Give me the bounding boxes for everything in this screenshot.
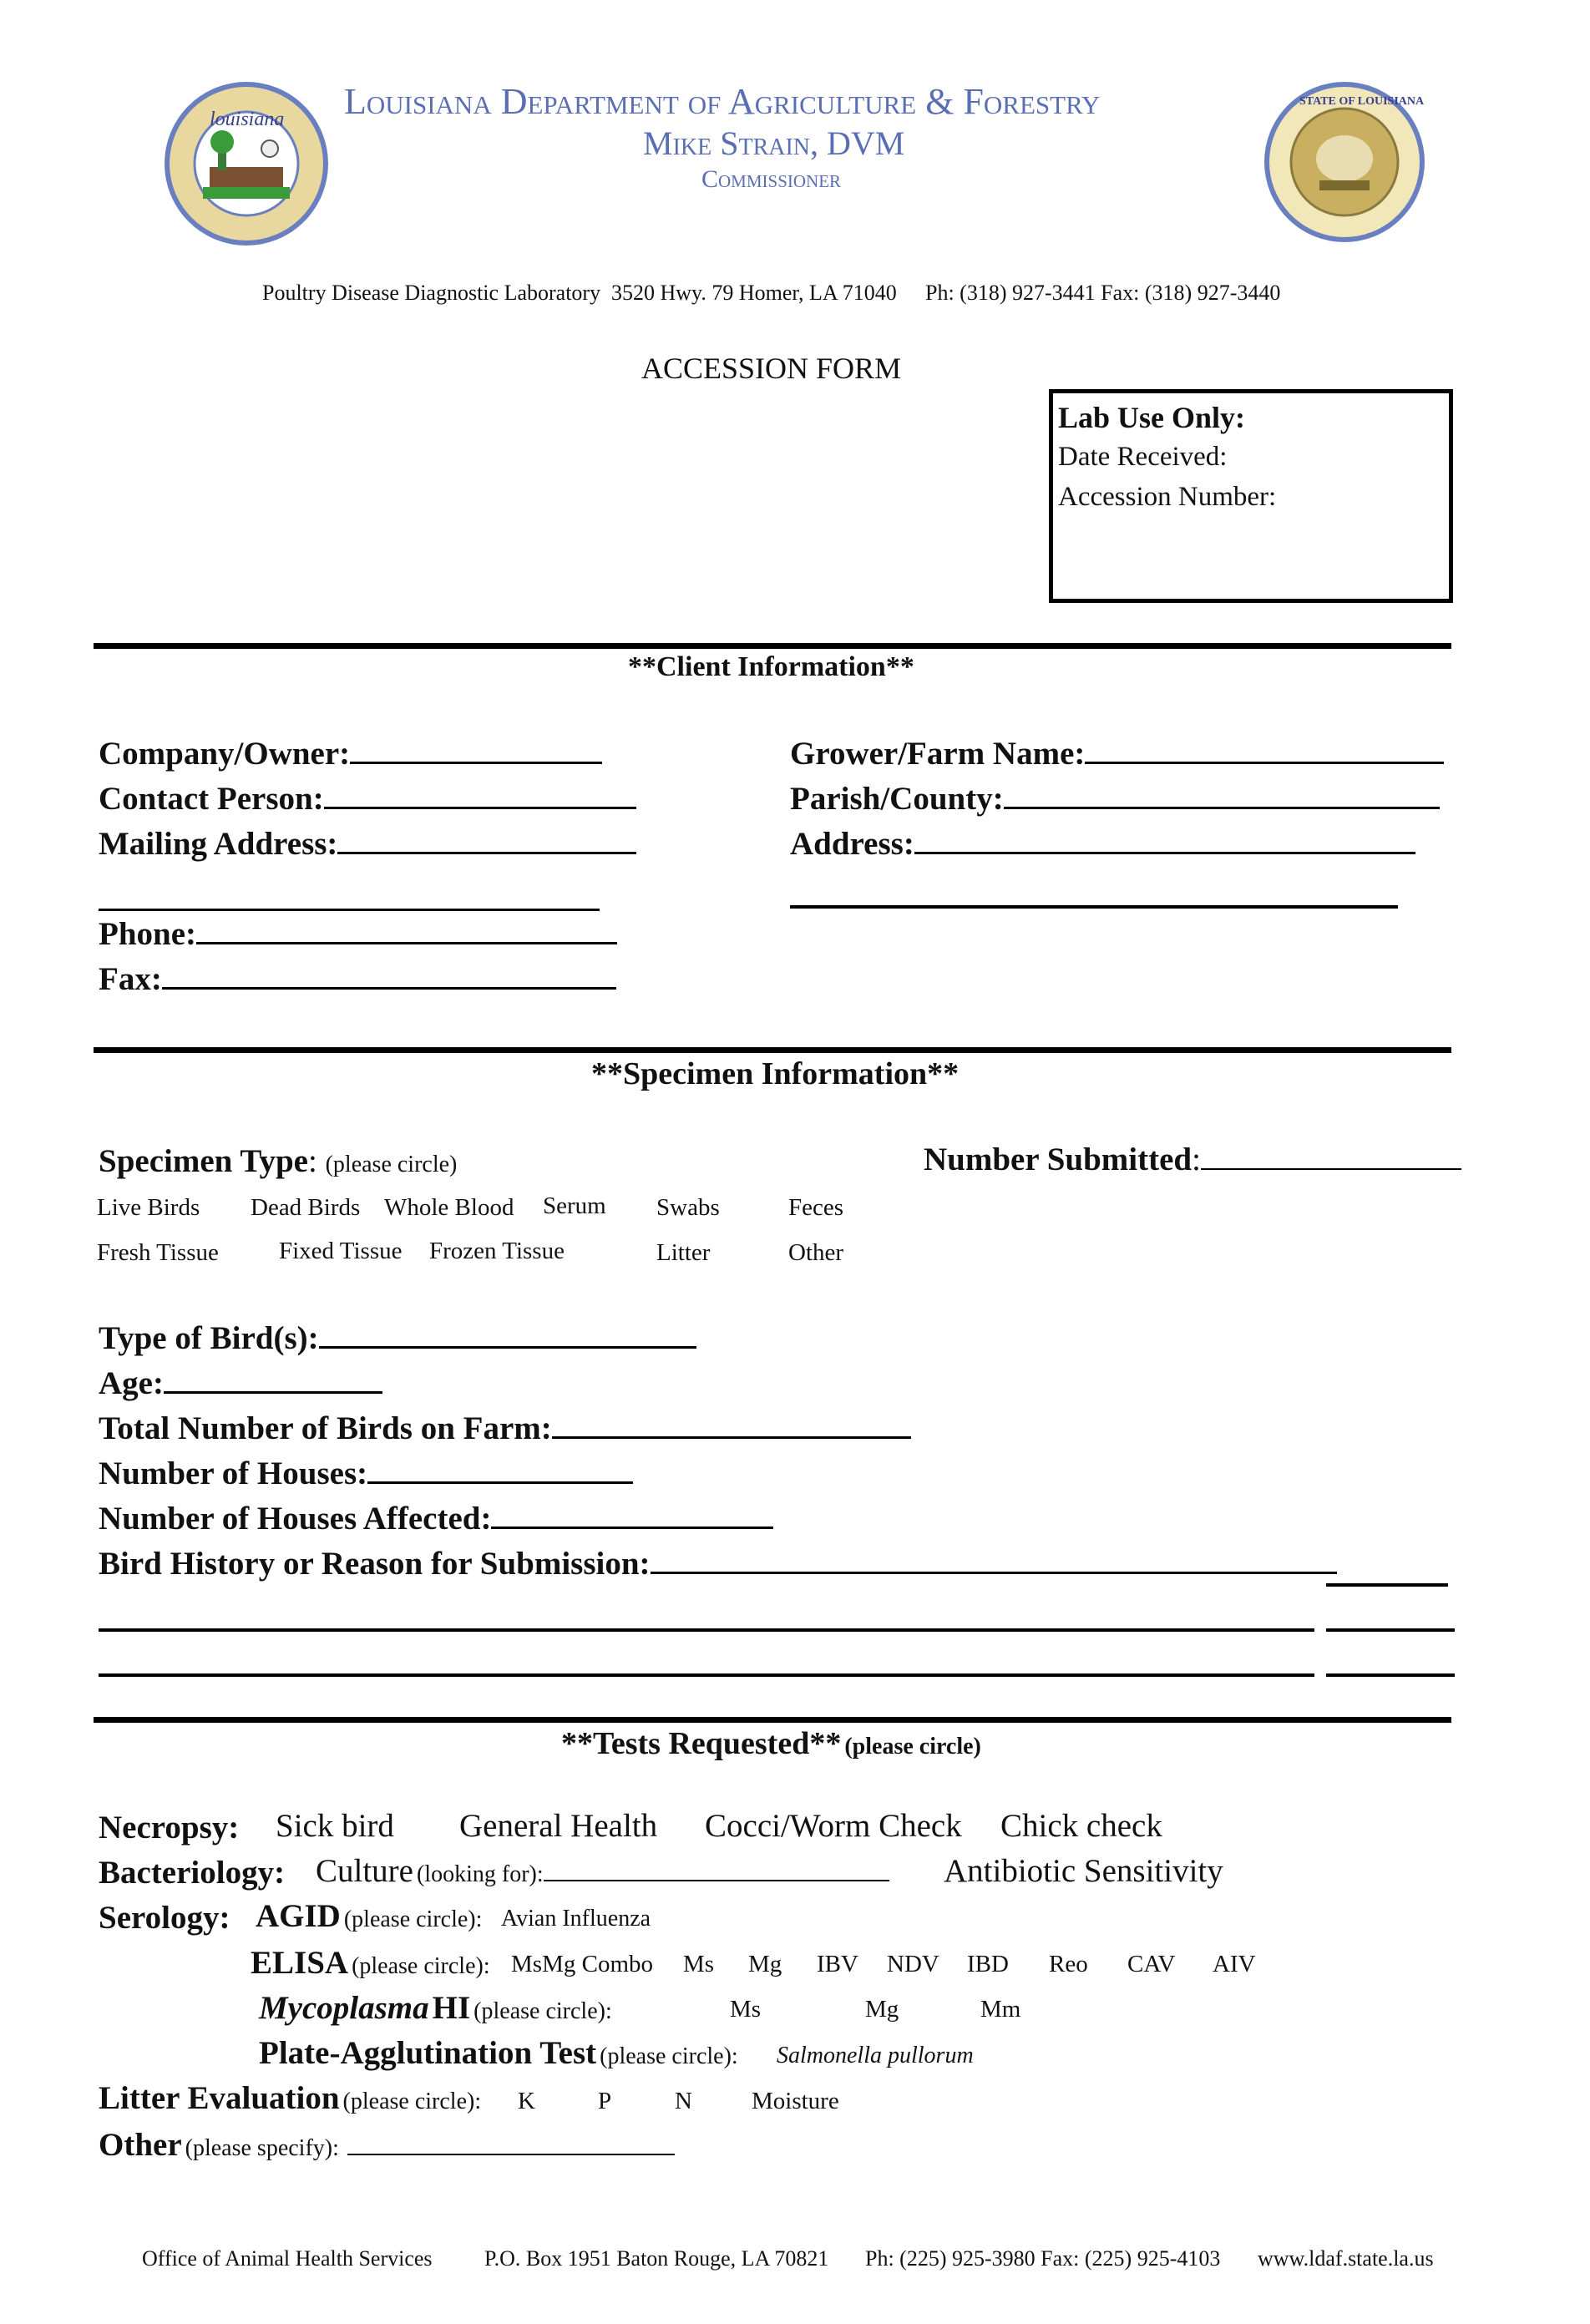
bird-type-label: Type of Bird(s): bbox=[99, 1320, 319, 1356]
necropsy-option[interactable]: Cocci/Worm Check bbox=[705, 1808, 962, 1844]
culture-note: (looking for): bbox=[416, 1861, 544, 1887]
specimen-option[interactable]: Dead Birds bbox=[251, 1194, 361, 1221]
history-field[interactable] bbox=[99, 1545, 1337, 1582]
specimen-option[interactable]: Whole Blood bbox=[384, 1194, 514, 1221]
tests-heading bbox=[561, 1725, 981, 1762]
specimen-option[interactable]: Litter bbox=[656, 1239, 711, 1266]
bacteriology-label: Bacteriology: bbox=[99, 1855, 286, 1891]
grower-field[interactable] bbox=[790, 735, 1444, 772]
parish-label: Parish/County: bbox=[790, 781, 1004, 817]
specimen-heading: **Specimen Information** bbox=[591, 1056, 960, 1091]
necropsy-label: Necropsy: bbox=[99, 1810, 240, 1846]
age-field[interactable] bbox=[99, 1365, 382, 1402]
serology-label: Serology: bbox=[99, 1900, 230, 1936]
fax-label: Fax: bbox=[99, 961, 162, 997]
specimen-option[interactable]: Other bbox=[788, 1239, 844, 1266]
address-line-2[interactable] bbox=[790, 905, 1398, 909]
contact-field[interactable] bbox=[99, 780, 636, 818]
elisa-option[interactable]: Reo bbox=[1049, 1951, 1088, 1977]
lab-address: 3520 Hwy. 79 Homer, LA 71040 bbox=[611, 281, 897, 305]
specimen-divider bbox=[94, 1047, 1451, 1053]
company-field[interactable] bbox=[99, 735, 602, 772]
elisa-option[interactable]: NDV bbox=[887, 1951, 939, 1977]
elisa-option[interactable]: AIV bbox=[1213, 1951, 1256, 1977]
other-field[interactable] bbox=[99, 2126, 675, 2164]
specimen-type: Specimen Type: (please circle) bbox=[99, 1143, 458, 1179]
houses-affected-label: Number of Houses Affected: bbox=[99, 1501, 492, 1537]
phone-field[interactable] bbox=[99, 915, 617, 953]
history-line-3-end[interactable] bbox=[1326, 1673, 1455, 1677]
culture-field[interactable] bbox=[316, 1852, 889, 1890]
plate-agglutination-note: (please circle): bbox=[600, 2043, 738, 2069]
elisa-option[interactable]: Ms bbox=[683, 1951, 715, 1977]
footer-web-link[interactable]: www.ldaf.state.la.us bbox=[1258, 2246, 1434, 2271]
houses-label: Number of Houses: bbox=[99, 1456, 368, 1491]
mycoplasma-row bbox=[259, 1989, 612, 2027]
plate-agglutination-option[interactable]: Salmonella pullorum bbox=[777, 2043, 974, 2068]
litter-option[interactable]: P bbox=[598, 2088, 612, 2114]
history-line-2[interactable] bbox=[99, 1628, 1314, 1632]
litter-label: Litter Evaluation bbox=[99, 2080, 340, 2116]
litter-note: (please circle): bbox=[342, 2089, 482, 2114]
elisa-option[interactable]: Mg bbox=[748, 1951, 782, 1977]
culture-label: Culture bbox=[316, 1853, 413, 1889]
date-received-label: Date Received: bbox=[1058, 442, 1228, 472]
plate-agglutination-row bbox=[259, 2034, 738, 2072]
form-title: ACCESSION FORM bbox=[641, 352, 902, 385]
elisa-label: ELISA bbox=[251, 1945, 349, 1981]
mycoplasma-option[interactable]: Ms bbox=[730, 1996, 762, 2023]
specimen-option[interactable]: Swabs bbox=[656, 1194, 720, 1221]
tests-heading-note: (please circle) bbox=[844, 1734, 981, 1759]
address-label: Address: bbox=[790, 826, 914, 862]
history-line-3[interactable] bbox=[99, 1673, 1314, 1677]
agid-option[interactable]: Avian Influenza bbox=[501, 1906, 651, 1932]
other-label: Other bbox=[99, 2127, 182, 2163]
phone-label: Phone: bbox=[99, 916, 196, 952]
age-label: Age: bbox=[99, 1365, 164, 1401]
specimen-option[interactable]: Feces bbox=[788, 1194, 844, 1221]
specimen-option[interactable]: Fresh Tissue bbox=[97, 1239, 219, 1266]
grower-label: Grower/Farm Name: bbox=[790, 736, 1086, 772]
org-title: Louisiana Department of Agriculture & Forestry bbox=[344, 81, 1101, 122]
other-note: (please specify): bbox=[185, 2135, 339, 2161]
necropsy-option[interactable]: Sick bird bbox=[276, 1808, 394, 1844]
contact-label: Contact Person: bbox=[99, 781, 324, 817]
specimen-type-label: Specimen Type bbox=[99, 1143, 308, 1179]
mailing-label: Mailing Address: bbox=[99, 826, 338, 862]
agid-label: AGID bbox=[256, 1898, 341, 1934]
specimen-option[interactable]: Serum bbox=[543, 1192, 606, 1219]
history-line-2-end[interactable] bbox=[1326, 1628, 1455, 1632]
specimen-type-note: (please circle) bbox=[325, 1152, 458, 1177]
necropsy-option[interactable]: Chick check bbox=[1000, 1808, 1162, 1844]
footer-address: P.O. Box 1951 Baton Rouge, LA 70821 bbox=[484, 2246, 829, 2271]
total-birds-label: Total Number of Birds on Farm: bbox=[99, 1410, 552, 1446]
history-line-end[interactable] bbox=[1326, 1583, 1448, 1587]
antibiotic-sensitivity-option[interactable]: Antibiotic Sensitivity bbox=[944, 1853, 1223, 1889]
lab-use-box bbox=[1049, 389, 1453, 603]
lab-phone: Ph: (318) 927-3441 Fax: (318) 927-3440 bbox=[925, 281, 1281, 305]
houses-affected-field[interactable] bbox=[99, 1500, 773, 1537]
history-label: Bird History or Reason for Submission: bbox=[99, 1546, 651, 1582]
elisa-option[interactable]: IBV bbox=[817, 1951, 858, 1977]
lab-name: Poultry Disease Diagnostic Laboratory bbox=[262, 281, 601, 305]
mailing-field[interactable] bbox=[99, 825, 636, 863]
tests-heading-title: **Tests Requested** bbox=[561, 1726, 842, 1761]
tests-divider bbox=[94, 1717, 1451, 1723]
ldaf-seal bbox=[165, 82, 328, 246]
mycoplasma-label: Mycoplasma bbox=[259, 1990, 429, 2026]
mycoplasma-option[interactable]: Mm bbox=[980, 1996, 1021, 2023]
elisa-option[interactable]: MsMg Combo bbox=[511, 1951, 654, 1977]
lab-use-title: Lab Use Only: bbox=[1058, 401, 1246, 434]
ldaf-seal-script: louisiana bbox=[210, 109, 285, 130]
agid-row bbox=[256, 1897, 482, 1935]
specimen-option[interactable]: Fixed Tissue bbox=[279, 1238, 403, 1264]
number-submitted-label: Number Submitted bbox=[924, 1142, 1192, 1177]
necropsy-option[interactable]: General Health bbox=[459, 1808, 658, 1844]
footer-phone: Ph: (225) 925-3980 Fax: (225) 925-4103 bbox=[865, 2246, 1221, 2271]
client-heading: **Client Information** bbox=[628, 651, 914, 682]
address-field[interactable] bbox=[790, 825, 1415, 863]
accession-number-label: Accession Number: bbox=[1058, 482, 1277, 512]
footer-office: Office of Animal Health Services bbox=[142, 2246, 433, 2271]
litter-row bbox=[99, 2079, 481, 2117]
mailing-line-2[interactable] bbox=[99, 909, 600, 911]
client-divider bbox=[94, 643, 1451, 649]
mycoplasma-option[interactable]: Mg bbox=[865, 1996, 899, 2023]
fax-field[interactable] bbox=[99, 960, 616, 998]
bird-type-field[interactable] bbox=[99, 1319, 696, 1357]
houses-field[interactable] bbox=[99, 1455, 633, 1492]
specimen-option[interactable]: Live Birds bbox=[97, 1194, 200, 1221]
total-birds-field[interactable] bbox=[99, 1410, 911, 1447]
hi-label: HI bbox=[432, 1990, 471, 2026]
plate-agglutination-label: Plate-Agglutination Test bbox=[259, 2035, 597, 2071]
specimen-option[interactable]: Frozen Tissue bbox=[429, 1238, 565, 1264]
commissioner-title: Commissioner bbox=[701, 165, 842, 193]
company-label: Company/Owner: bbox=[99, 736, 351, 772]
litter-option[interactable]: Moisture bbox=[752, 2088, 839, 2114]
elisa-option[interactable]: IBD bbox=[967, 1951, 1009, 1977]
state-seal-ring: STATE OF LOUISIANA bbox=[1299, 95, 1425, 108]
litter-option[interactable]: K bbox=[518, 2088, 535, 2114]
number-submitted-field[interactable]: Number Submitted: bbox=[924, 1141, 1461, 1178]
parish-field[interactable] bbox=[790, 780, 1440, 818]
commissioner-name: Mike Strain, DVM bbox=[643, 124, 905, 162]
mycoplasma-note: (please circle): bbox=[473, 1998, 612, 2024]
agid-note: (please circle): bbox=[343, 1906, 483, 1932]
state-seal bbox=[1264, 82, 1425, 242]
litter-option[interactable]: N bbox=[675, 2088, 692, 2114]
elisa-note: (please circle): bbox=[352, 1953, 490, 1979]
elisa-row bbox=[251, 1944, 490, 1982]
elisa-option[interactable]: CAV bbox=[1127, 1951, 1176, 1977]
